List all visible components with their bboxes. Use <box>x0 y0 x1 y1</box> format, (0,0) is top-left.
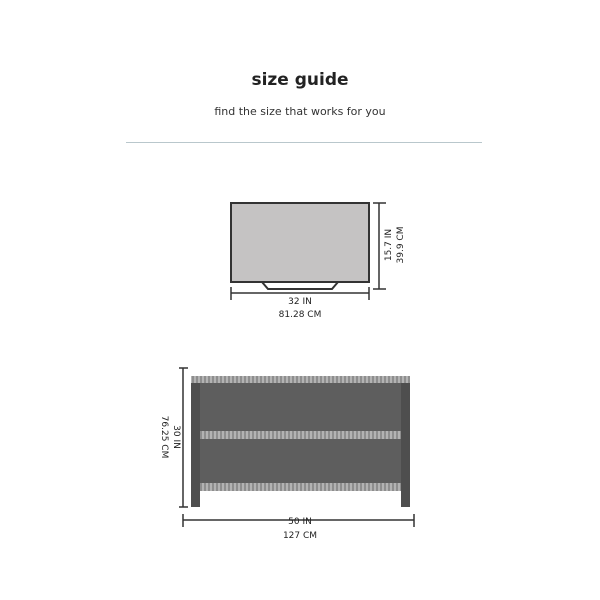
tv-illustration <box>231 203 369 289</box>
stand-width-cm-label: 127 CM <box>282 531 318 541</box>
stand-illustration <box>191 376 410 507</box>
stand-left-post <box>191 376 200 507</box>
tv-width-in-label: 32 IN <box>288 297 312 307</box>
stand-height-in-label: 30 IN <box>171 425 181 449</box>
stand-top-shelf <box>191 376 410 383</box>
tv-height-in-label: 15.7 IN <box>384 228 394 262</box>
tv-screen <box>231 203 369 282</box>
page-title: size guide <box>251 70 349 90</box>
tv-width-cm-label: 81.28 CM <box>278 310 322 320</box>
stand-bottom-shelf <box>200 483 401 491</box>
stand-lower-back <box>200 439 401 483</box>
stand-height-cm-label: 76.25 CM <box>159 415 169 459</box>
stand-right-post <box>401 376 410 507</box>
stand-middle-shelf <box>200 431 401 439</box>
page-subtitle: find the size that works for you <box>214 105 386 118</box>
stand-upper-back <box>200 383 401 431</box>
stand-width-in-label: 50 IN <box>288 517 312 527</box>
tv-height-cm-label: 39.9 CM <box>396 226 406 264</box>
tv-stand-base <box>262 282 338 289</box>
